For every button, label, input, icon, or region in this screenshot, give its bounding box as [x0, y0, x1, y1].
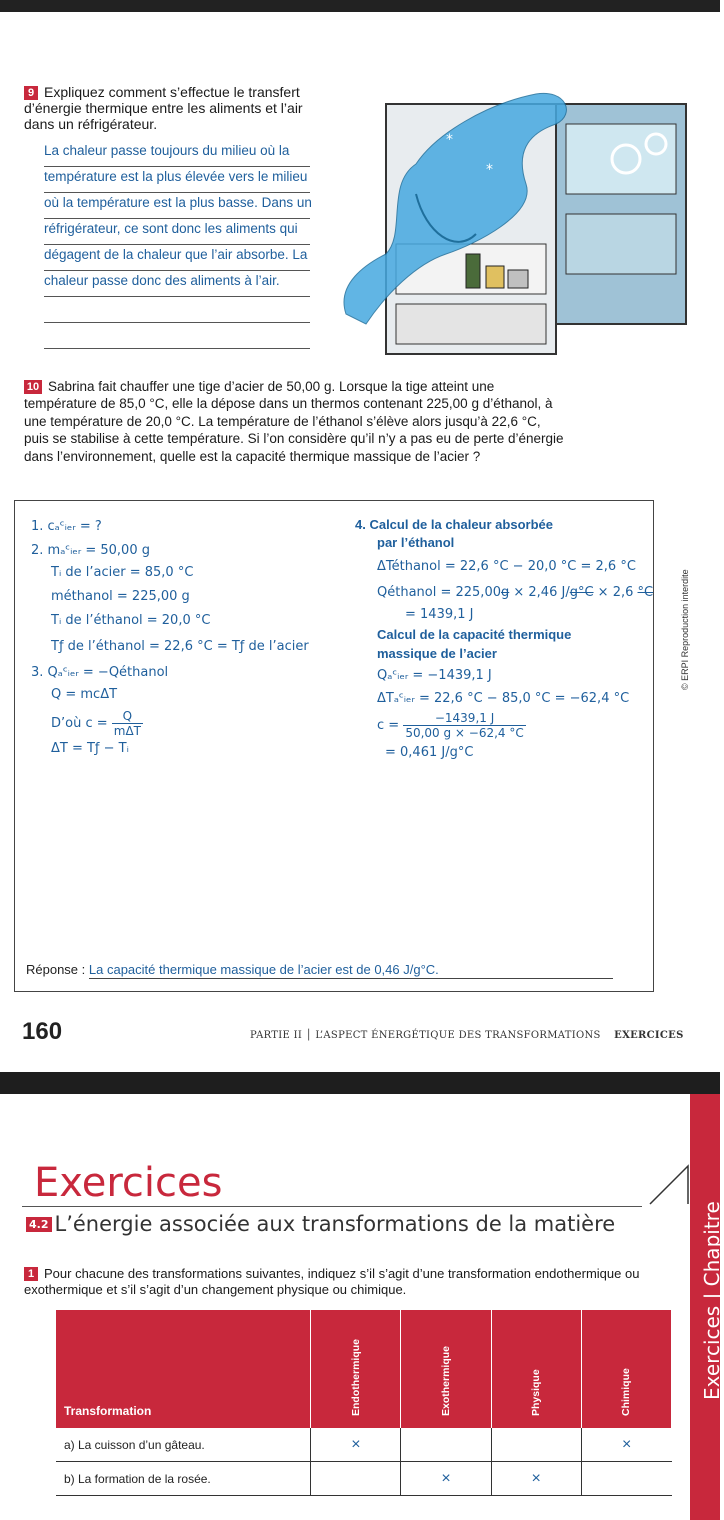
page-separator-bar — [0, 1072, 720, 1094]
title-rule — [22, 1206, 642, 1207]
solution-step: ΔT = Tƒ − Tᵢ — [51, 741, 129, 756]
solution-step: 2. mₐᶜᵢₑᵣ = 50,00 g — [31, 543, 150, 558]
question-number-badge: 10 — [24, 380, 42, 394]
column-header-label: Physique — [530, 1369, 543, 1416]
solution-step: Tƒ de l’éthanol = 22,6 °C = Tƒ de l’acier — [51, 639, 309, 654]
copyright-notice: © ERPI Reproduction interdite — [680, 569, 690, 690]
footer-section: EXERCICES — [614, 1030, 684, 1041]
question-10-text: Sabrina fait chauffer une tige d’acier de 50,00 g. Lorsque la tige atteint une température de 85,0 °C, elle la dépose dans un thermos contenant 225,00 g d’éthanol, à une température de 20,0 °C. La température de l’éthanol s’élève alors jusqu’à 22,6 °C, puis se stabilise à cette température. Si l’on considère qu’il n’y a pas eu de perte d’énergie dans l’environnement, quelle est la capacité thermique massique de l’acier ? — [24, 379, 564, 464]
table-cell-mark[interactable]: × — [491, 1462, 581, 1496]
step-heading: Calcul de la capacité thermique — [377, 627, 572, 642]
column-header-label: Exothermique — [440, 1345, 453, 1416]
page-number: 160 — [22, 1018, 63, 1045]
column-header — [581, 1310, 671, 1428]
fraction — [112, 709, 143, 738]
solution-step: Tᵢ de l’acier = 85,0 °C — [51, 565, 194, 580]
table-cell-mark[interactable] — [491, 1428, 581, 1462]
table-header-row — [56, 1310, 672, 1428]
section-heading — [26, 1212, 615, 1236]
svg-text:*: * — [486, 162, 493, 178]
denominator: 50,00 g × −62,4 °C — [405, 726, 524, 740]
footer-title: L’ASPECT ÉNERGÉTIQUE DES TRANSFORMATIONS — [315, 1030, 601, 1041]
solution-box — [14, 500, 654, 992]
table-cell-mark[interactable] — [401, 1428, 491, 1462]
answer-line: température est la plus élevée vers le milieu — [44, 166, 310, 193]
step-heading: massique de l’acier — [377, 646, 497, 661]
answer-line: chaleur passe donc des aliments à l’air. — [44, 270, 310, 297]
table-row — [56, 1428, 672, 1462]
solution-step — [377, 585, 653, 600]
column-header-label: Chimique — [620, 1368, 633, 1416]
table-cell-label: b) La formation de la rosée. — [56, 1462, 311, 1496]
formula-prefix: c = — [377, 718, 400, 733]
question-1-text: Pour chacune des transformations suivantes, indiquez s’il s’agit d’une transformation endothermique ou exothermique et s’il s’agit d’un changement physique ou chimique. — [24, 1266, 640, 1297]
calc-part: Qéthanol = 225,00 — [377, 585, 501, 600]
step-heading: par l’éthanol — [377, 535, 455, 550]
solution-step: 3. Qₐᶜᵢₑᵣ = −Qéthanol — [31, 665, 169, 680]
top-dark-bar — [0, 0, 720, 12]
page-title: Exercices — [34, 1160, 223, 1206]
question-10 — [24, 378, 564, 465]
solution-step — [51, 709, 143, 738]
solution-step: Tᵢ de l’éthanol = 20,0 °C — [51, 613, 211, 628]
formula-prefix: D’où c = — [51, 716, 108, 731]
solution-step: = 0,461 J/g°C — [385, 745, 474, 760]
fridge-illustration — [326, 84, 718, 356]
answer-line: où la température est la plus basse. Dans un — [44, 192, 310, 219]
footer-part: PARTIE II — [250, 1030, 303, 1041]
table-cell-mark[interactable]: × — [401, 1462, 491, 1496]
answer-line: réfrigérateur, ce sont donc les aliments qui — [44, 218, 310, 245]
table-cell-mark[interactable] — [581, 1462, 671, 1496]
calc-part: × 2,46 J/ — [509, 585, 570, 600]
cancelled-unit: °C — [637, 585, 654, 600]
answer-line: dégagent de la chaleur que l’air absorbe. La — [44, 244, 310, 271]
solution-step: Q = mcΔT — [51, 687, 118, 702]
corner-mark-icon — [648, 1160, 690, 1210]
page-footer: PARTIE II │ L’ASPECT ÉNERGÉTIQUE DES TRANSFORMATIONS EXERCICES — [250, 1030, 684, 1041]
answer-value: La capacité thermique massique de l’acier est de 0,46 J/g°C. — [89, 962, 613, 979]
section-title: L’énergie associée aux transformations de la matière — [54, 1212, 616, 1236]
solution-step — [377, 711, 526, 740]
question-number-badge: 1 — [24, 1267, 38, 1281]
column-header — [311, 1310, 401, 1428]
svg-text:*: * — [446, 132, 453, 148]
solution-step: méthanol = 225,00 g — [51, 589, 190, 604]
column-header-label: Endothermique — [349, 1338, 362, 1416]
transformation-table — [56, 1310, 672, 1496]
answer-line — [44, 322, 310, 349]
solution-step: Qₐᶜᵢₑᵣ = −1439,1 J — [377, 668, 492, 683]
column-header — [491, 1310, 581, 1428]
fraction — [403, 711, 525, 740]
solution-step: ΔTéthanol = 22,6 °C − 20,0 °C = 2,6 °C — [377, 559, 636, 574]
numerator: Q — [112, 709, 143, 724]
answer-label: Réponse : — [26, 962, 86, 977]
table-cell-mark[interactable]: × — [311, 1428, 401, 1462]
solution-step: = 1439,1 J — [405, 607, 474, 622]
question-1 — [24, 1266, 664, 1298]
solution-step: ΔTₐᶜᵢₑᵣ = 22,6 °C − 85,0 °C = −62,4 °C — [377, 691, 630, 706]
section-badge: 4.2 — [26, 1217, 52, 1232]
question-9-text: Expliquez comment s’effectue le transfert d’énergie thermique entre les aliments et l’air dans un réfrigérateur. — [24, 84, 303, 132]
table-cell-mark[interactable] — [311, 1462, 401, 1496]
table-cell-mark[interactable]: × — [581, 1428, 671, 1462]
chapter-tab-label: Exercices | Chapitre — [700, 1201, 724, 1400]
denominator: mΔT — [113, 724, 142, 738]
step-heading: 4. Calcul de la chaleur absorbée — [355, 517, 553, 532]
solution-step: 1. cₐᶜᵢₑᵣ = ? — [31, 519, 102, 534]
numerator: −1439,1 J — [403, 711, 525, 726]
cancelled-unit: g°C — [569, 585, 594, 600]
cancelled-unit: g — [500, 585, 510, 600]
column-header: Transformation — [56, 1310, 311, 1428]
question-number-badge: 9 — [24, 86, 38, 100]
answer-row — [26, 962, 613, 979]
calc-part: × 2,6 — [593, 585, 638, 600]
column-header — [401, 1310, 491, 1428]
question-9 — [24, 84, 324, 132]
answer-line: La chaleur passe toujours du milieu où la — [44, 140, 310, 167]
answer-line — [44, 296, 310, 323]
table-cell-label: a) La cuisson d’un gâteau. — [56, 1428, 311, 1462]
table-row — [56, 1462, 672, 1496]
